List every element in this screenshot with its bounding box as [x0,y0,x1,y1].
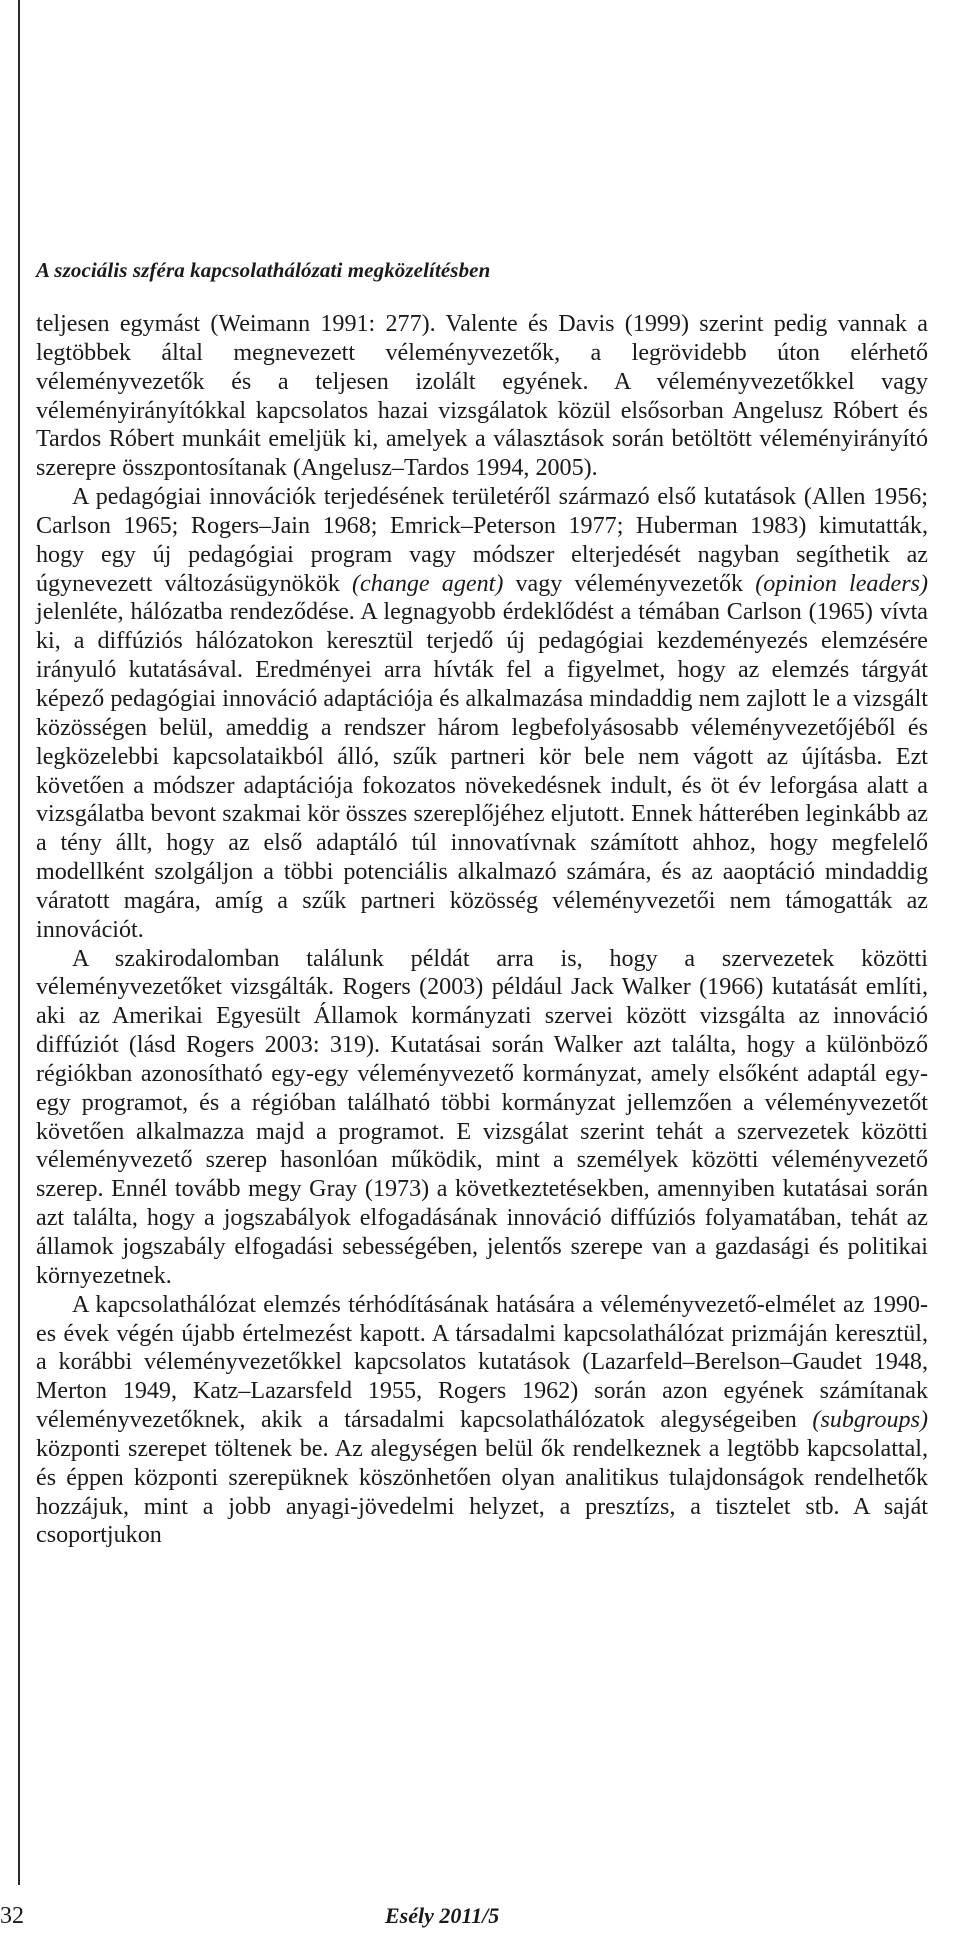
paragraph-3 [36,945,928,1291]
paragraph-3-text: A szakirodalomban találunk példát arra is, hogy a szervezetek közötti véleményvezetőket vizsgálták. Rogers (2003) például Jack Walker (1966) kutatását említi, aki az Amerikai Egyesült Államok kormányzati szervei között vizsgálta az innováció diffúziót (lásd Rogers 2003: 319). Kutatásai során Walker azt találta, hogy a különböző régiókban azonosítható egy-egy véleményvezető kormányzat, amely elsőként adaptál egy-egy programot, és a régióban található többi kormányzat jellemzően a véleményvezetőt követően alkalmazza majd a programot. E vizsgálat szerint tehát a szervezetek közötti véleményvezető szerep hasonlóan működik, mint a személyek közötti véleményvezető szerep. Ennél tovább megy Gray (1973) a következtetésekben, amennyiben kutatásai során azt találta, hogy a jogszabályok elfogadásának innováció diffúziós folyamatában, tehát az államok jogszabály elfogadási sebességében, jelentős szerepe van a gazdasági és politikai környezetnek. [36,945,928,1289]
paragraph-4 [36,1291,928,1551]
paragraph-2 [36,483,928,945]
paragraph-4-text-b: központi szerepet töltenek be. Az alegységen belül ők rendelkeznek a legtöbb kapcsolattal, és éppen központi szerepüknek köszönhetően olyan analitikus tulajdonságok rendelhetők hozzájuk, mint a jobb anyagi-jövedelmi helyzet, a presztízs, a tisztelet stb. A saját csoportjukon [36,1435,928,1549]
paragraph-2-text-a: A pedagógiai innovációk terjedésének területéről származó első kutatások (Allen 1956; Carlson 1965; Rogers–Jain 1968; Emrick–Peterson 1977; Huberman 1983) kimutatták, hogy egy új pedagógiai program vagy módszer elterjedését nagyban segíthetik az úgynevezett változásügynökök [36,484,928,597]
paragraph-1-text: teljesen egymást (Weimann 1991: 277). Valente és Davis (1999) szerint pedig vannak a legtöbbek által megnevezett véleményvezetők, a legrövidebb úton elérhető véleményvezetők és a teljesen izolált egyének. A véleményvezetőkkel vagy véleményirányítókkal kapcsolatos hazai vizsgálatok közül elsősorban Angelusz Róbert és Tardos Róbert munkáit emeljük ki, amelyek a választások során betöltött véleményirányító szerepre összpontosítanak (Angelusz–Tardos 1994, 2005). [36,311,928,482]
paragraph-1 [36,310,928,483]
paragraph-4-text-a: A kapcsolathálózat elemzés térhódításának hatására a véleményvezető-elmélet az 1990-es évek végén újabb értelmezést kapott. A társadalmi kapcsolathálózat prizmáján keresztül, a korábbi véleményvezetőkkel kapcsolatos kutatások (Lazarfeld–Berelson–Gaudet 1948, Merton 1949, Katz–Lazarsfeld 1955, Rogers 1962) során azon egyének számítanak véleményvezetőknek, akik a társadalmi kapcsolathálózatok alegységeiben [36,1291,928,1434]
page-number: 32 [0,1903,24,1929]
term-opinion-leaders: (opinion leaders) [755,570,928,597]
paragraph-2-text-c: jelenléte, hálózatba rendeződése. A legnagyobb érdeklődést a témában Carlson (1965) vívta ki, a diffúziós hálózatokon keresztül terjedő új pedagógiai kezdeményezés elemzésére irányuló kutatásával. Eredményei arra hívták fel a figyelmet, hogy az elemzés tárgyát képező pedagógiai innováció adaptációja és alkalmazása mindaddig nem zajlott le a vizsgált közösségen belül, ameddig a rendszer három legbefolyásosabb véleményvezetőjéből és legközelebbi kapcsolataikból álló, szűk partneri kör bele nem vágott az újításba. Ezt követően a módszer adaptációja fokozatos növekedésnek indult, és öt év leforgása alatt a vizsgálatba bevont szakmai kör összes szereplőjéhez eljutott. Ennek hátterében leginkább az a tény állt, hogy az első adaptáló túl innovatívnak számított ahhoz, hogy megfelelő modellként szolgáljon a többi potenciális alkalmazó számára, és az aaoptáció mindaddig váratott magára, amíg a szűk partneri közösség véleményvezetői nem támogatták az innovációt. [36,599,928,943]
running-head: A szociális szféra kapcsolathálózati megközelítésben [36,258,491,282]
term-subgroups: (subgroups) [812,1407,928,1434]
margin-rule [18,0,20,1885]
paragraph-2-text-b: vagy véleményvezetők [503,570,756,597]
term-change-agent: (change agent) [352,570,504,597]
body-text [36,310,928,1550]
journal-title: Esély 2011/5 [385,1903,500,1928]
